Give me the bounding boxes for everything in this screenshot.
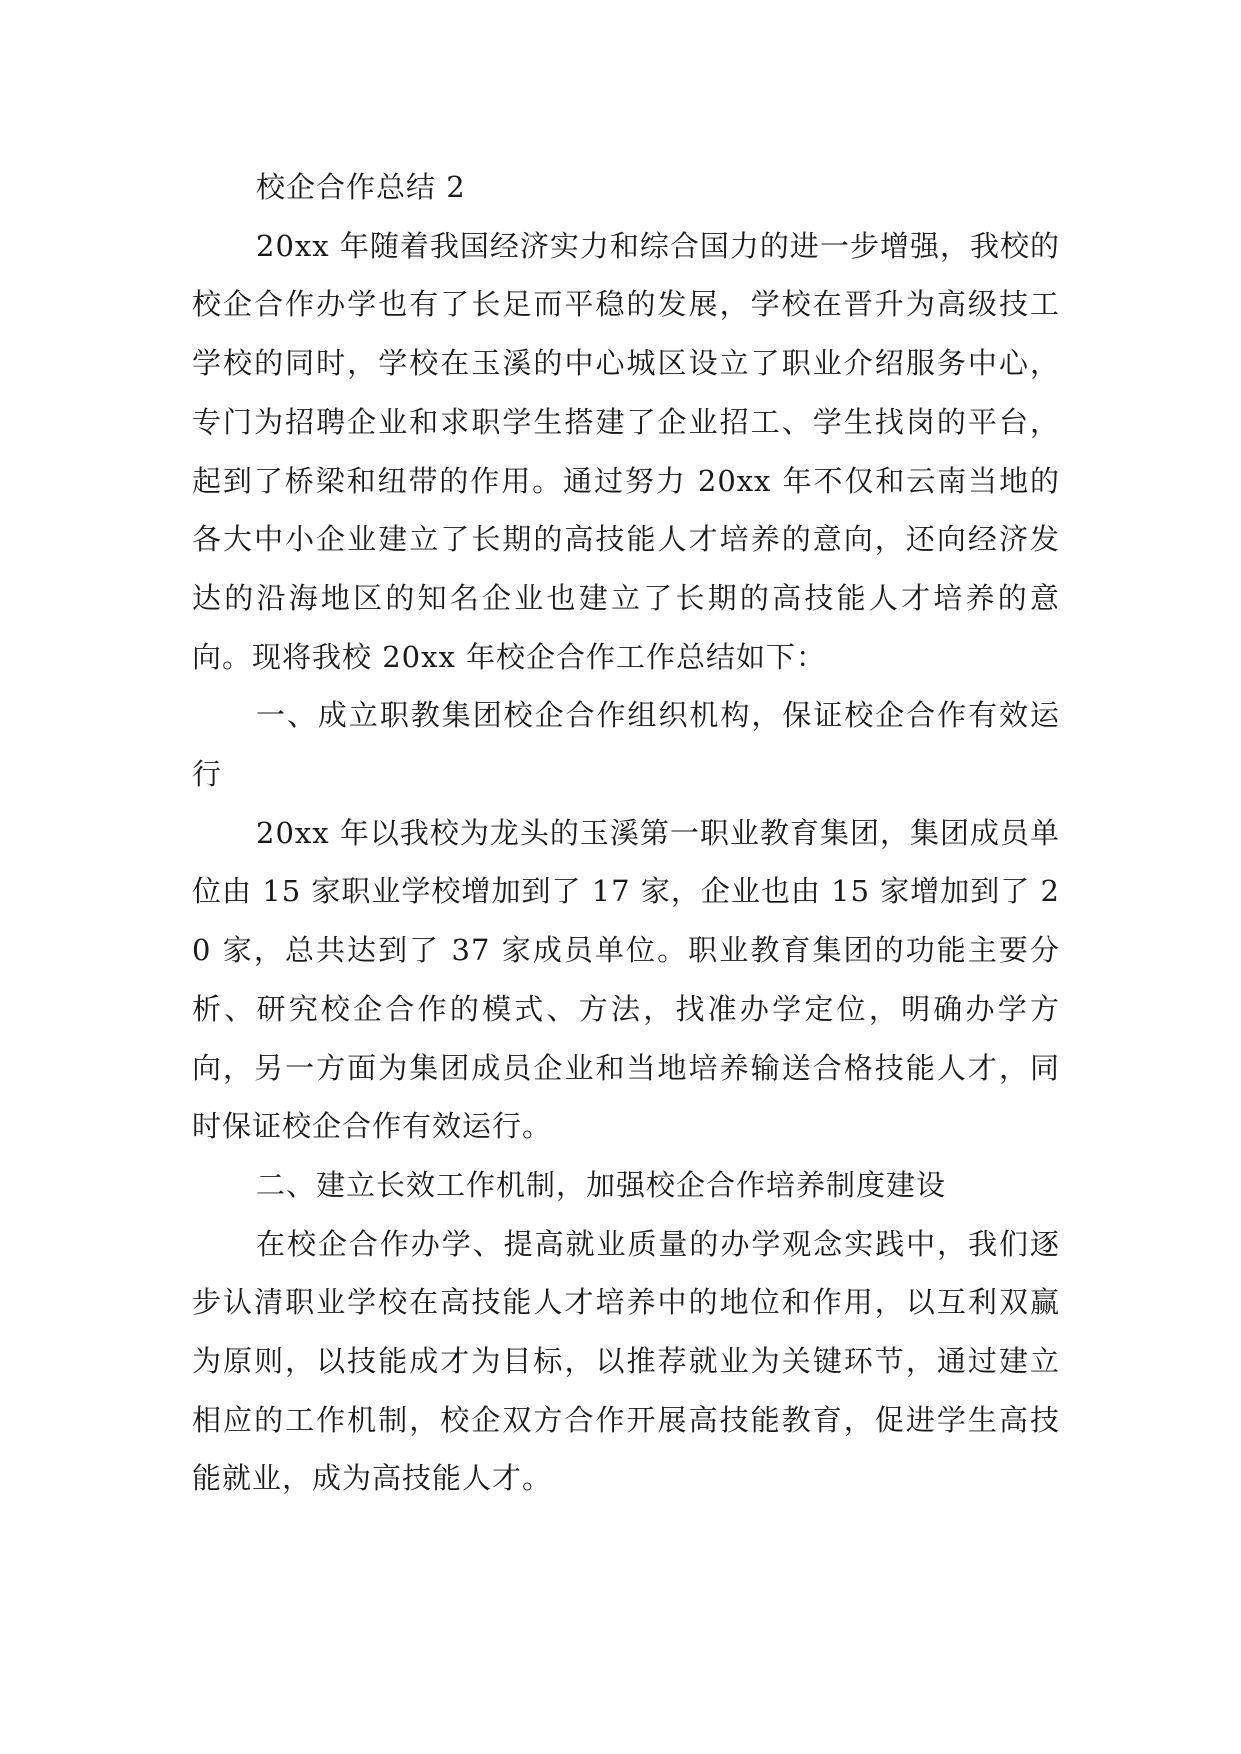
section-heading-2: 二、建立长效工作机制，加强校企合作培养制度建设 [256,1167,947,1202]
section-heading-1: 一、成立职教集团校企合作组织机构，保证校企合作有效运行 [192,698,1060,792]
paragraph-section-2: 在校企合作办学、提高就业质量的办学观念实践中，我们逐步认清职业学校在高技能人才培养中的地位和作用，以互利双赢为原则，以技能成才为目标，以推荐就业为关键环节，通过建立相应的工作机制，校企双方合作开展高技能教育，促进学生高技能就业，成为高技能人才。 [192,1226,1060,1496]
document-body [192,158,1060,1508]
paragraph-section-1: 20xx 年以我校为龙头的玉溪第一职业教育集团，集团成员单位由 15 家职业学校增加到了 17 家，企业也由 15 家增加到了 20 家，总共达到了 37 家成员单位。职业教育集团的功能主要分析、研究校企合作的模式、方法，找准办学定位，明确办学方向，另一方面为集团成员企业和当地培养输送合格技能人才，同时保证校企合作有效运行。 [192,815,1060,1144]
document-title: 校企合作总结 2 [256,170,466,204]
paragraph-intro: 20xx 年随着我国经济实力和综合国力的进一步增强，我校的校企合作办学也有了长足而平稳的发展，学校在晋升为高级技工学校的同时，学校在玉溪的中心城区设立了职业介绍服务中心，专门为招聘企业和求职学生搭建了企业招工、学生找岗的平台，起到了桥梁和纽带的作用。通过努力 20xx 年不仅和云南当地的各大中小企业建立了长期的高技能人才培养的意向，还向经济发达的沿海地区的知名企业也建立了长期的高技能人才培养的意向。现将我校 20xx 年校企合作工作总结如下： [192,228,1060,674]
